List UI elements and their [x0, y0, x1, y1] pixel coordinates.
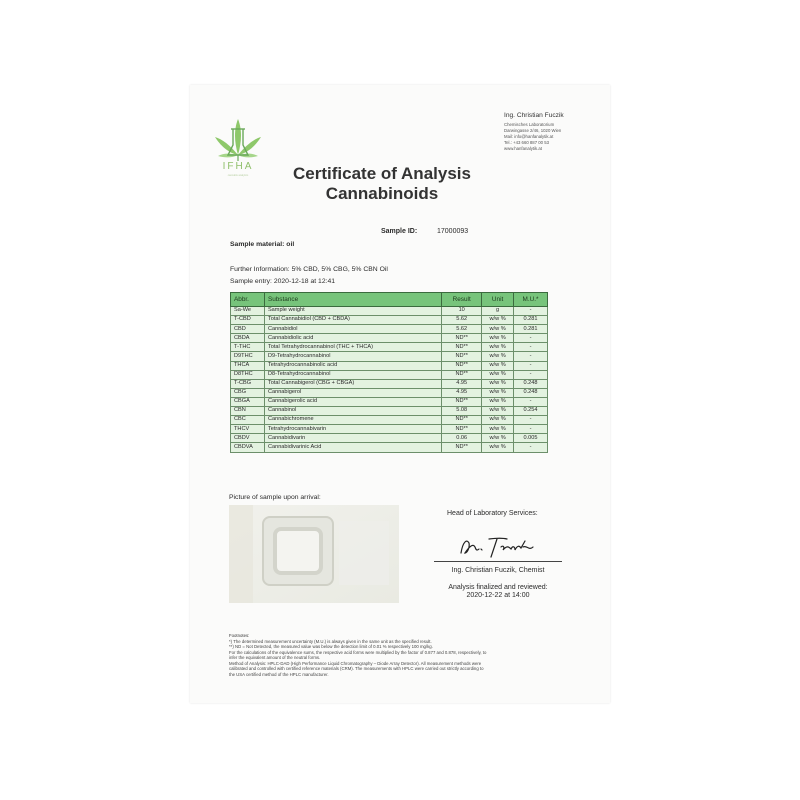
- table-cell: w/w %: [482, 397, 514, 406]
- footnote-line: calibrated and controlled with certified reference materials (CRM). The measurements with HPLC were carried out strictly according to: [229, 666, 484, 671]
- logo-text: IFHA: [222, 161, 254, 172]
- table-cell: D8-Tetrahydrocannabinol: [264, 370, 441, 379]
- table-cell: Tetrahydrocannabinolic acid: [264, 361, 441, 370]
- table-cell: -: [514, 416, 548, 425]
- table-cell: 0.281: [514, 325, 548, 334]
- address-line: Chemisches Laboratorium: [504, 122, 555, 127]
- column-header: Result: [442, 293, 482, 307]
- table-cell: CBN: [231, 407, 265, 416]
- address-line: Mail: info@hanfanalytik.at: [504, 134, 554, 139]
- table-cell: Cannabichromene: [264, 416, 441, 425]
- picture-label: Picture of sample upon arrival:: [229, 494, 321, 501]
- column-header: Abbr.: [231, 293, 265, 307]
- table-row: [231, 416, 548, 425]
- table-cell: ND**: [442, 416, 482, 425]
- table-cell: -: [514, 425, 548, 434]
- footnote-line: *) The determined measurement uncertainty (M.U.) is always given in the same unit as the specified result.: [229, 638, 432, 644]
- table-row: [231, 388, 548, 397]
- footnote-line: For the calculations of the equivalence sums, the respective acid forms were multiplied by the factor of 0.877 and 0.878, respectively, to: [229, 649, 487, 655]
- table-cell: g: [482, 307, 514, 316]
- table-cell: w/w %: [482, 388, 514, 397]
- table-cell: 4.95: [442, 388, 482, 397]
- column-header: Unit: [482, 293, 514, 307]
- table-cell: ND**: [442, 443, 482, 452]
- table-cell: Cannabigerolic acid: [264, 397, 441, 406]
- sample-id-label: Sample ID:: [381, 228, 418, 235]
- table-row: [231, 425, 548, 434]
- footnote-line: infer the equivalent amount of the neutral forms.: [229, 655, 321, 660]
- table-cell: T-CBD: [231, 316, 265, 325]
- table-cell: w/w %: [482, 325, 514, 334]
- title-line-1: Certificate of Analysis: [293, 164, 471, 183]
- table-cell: 0.248: [514, 379, 548, 388]
- table-cell: w/w %: [482, 425, 514, 434]
- table-cell: ND**: [442, 425, 482, 434]
- address-line: www.hanfanalytik.at: [504, 146, 542, 151]
- head-of-lab-label: Head of Laboratory Services:: [447, 510, 538, 517]
- table-cell: Cannabidivarin: [264, 434, 441, 443]
- table-cell: -: [514, 361, 548, 370]
- table-cell: D9THC: [231, 352, 265, 361]
- table-cell: T-THC: [231, 343, 265, 352]
- table-cell: Cannabidiol: [264, 325, 441, 334]
- table-cell: 4.95: [442, 379, 482, 388]
- table-cell: D9-Tetrahydrocannabinol: [264, 352, 441, 361]
- document-title: [262, 164, 502, 204]
- table-row: [231, 443, 548, 452]
- table-cell: w/w %: [482, 361, 514, 370]
- lab-name: Ing. Christian Fuczik: [504, 112, 564, 119]
- table-cell: w/w %: [482, 334, 514, 343]
- signature-line: [434, 561, 562, 562]
- table-cell: ND**: [442, 352, 482, 361]
- table-header-row: [231, 293, 548, 307]
- table-row: [231, 361, 548, 370]
- footnotes-title: Footnotes:: [229, 633, 250, 638]
- table-cell: w/w %: [482, 416, 514, 425]
- logo-tagline: cannabis analytics: [227, 174, 249, 177]
- table-cell: -: [514, 307, 548, 316]
- footnote-line: **) ND = Not Detected, the measured value was below the detection limit of 0.01 % respectively 100 mg/kg.: [229, 644, 433, 649]
- table-cell: CBDVA: [231, 443, 265, 452]
- address-line: Darwingasse 2/46, 1020 Wien: [504, 128, 562, 133]
- table-row: [231, 307, 548, 316]
- footnote-line: Method of Analysis: HPLC-DAD (High Performance Liquid Chromatography – Diode Array Detector). All measurement methods were: [229, 660, 482, 666]
- sample-entry: Sample entry: 2020-12-18 at 12:41: [230, 278, 336, 285]
- table-cell: CBD: [231, 325, 265, 334]
- column-header: M.U.*: [514, 293, 548, 307]
- table-cell: w/w %: [482, 379, 514, 388]
- table-row: [231, 379, 548, 388]
- table-cell: Total Tetrahydrocannabinol (THC + THCA): [264, 343, 441, 352]
- table-cell: 5.62: [442, 316, 482, 325]
- table-cell: Sa-We: [231, 307, 265, 316]
- table-cell: w/w %: [482, 443, 514, 452]
- table-cell: CBGA: [231, 397, 265, 406]
- sample-photo: [229, 505, 399, 603]
- table-cell: w/w %: [482, 370, 514, 379]
- footnotes: [229, 633, 584, 677]
- table-cell: CBDV: [231, 434, 265, 443]
- table-cell: 5.62: [442, 325, 482, 334]
- table-cell: ND**: [442, 334, 482, 343]
- table-cell: -: [514, 352, 548, 361]
- table-cell: w/w %: [482, 316, 514, 325]
- further-information: Further Information: 5% CBD, 5% CBG, 5% CBN Oil: [230, 266, 388, 273]
- table-cell: Sample weight: [264, 307, 441, 316]
- table-cell: ND**: [442, 370, 482, 379]
- lab-address-block: [504, 112, 564, 152]
- table-cell: w/w %: [482, 352, 514, 361]
- table-cell: Total Cannabidiol (CBD + CBDA): [264, 316, 441, 325]
- table-cell: ND**: [442, 343, 482, 352]
- results-table: [230, 292, 548, 453]
- table-cell: ND**: [442, 397, 482, 406]
- table-cell: THCV: [231, 425, 265, 434]
- table-cell: CBC: [231, 416, 265, 425]
- table-cell: w/w %: [482, 407, 514, 416]
- table-row: [231, 434, 548, 443]
- table-row: [231, 397, 548, 406]
- page-bottom-fade: [190, 688, 610, 703]
- table-cell: -: [514, 443, 548, 452]
- table-cell: w/w %: [482, 434, 514, 443]
- table-cell: CBG: [231, 388, 265, 397]
- table-cell: T-CBG: [231, 379, 265, 388]
- table-row: [231, 316, 548, 325]
- table-cell: ND**: [442, 361, 482, 370]
- table-cell: 0.005: [514, 434, 548, 443]
- table-cell: 0.06: [442, 434, 482, 443]
- sample-id-value: 17000093: [437, 228, 469, 235]
- table-cell: -: [514, 343, 548, 352]
- table-row: [231, 325, 548, 334]
- table-cell: w/w %: [482, 343, 514, 352]
- table-cell: -: [514, 334, 548, 343]
- address-line: Tel.: +43 660 887 00 53: [504, 140, 550, 145]
- title-line-2: Cannabinoids: [325, 184, 439, 203]
- table-row: [231, 352, 548, 361]
- table-cell: Cannabidiolic acid: [264, 334, 441, 343]
- table-row: [231, 407, 548, 416]
- table-cell: 10: [442, 307, 482, 316]
- table-row: [231, 334, 548, 343]
- table-cell: THCA: [231, 361, 265, 370]
- table-row: [231, 343, 548, 352]
- column-header: Substance: [264, 293, 441, 307]
- table-cell: Cannabidivarinic Acid: [264, 443, 441, 452]
- table-cell: CBDA: [231, 334, 265, 343]
- table-cell: 5.08: [442, 407, 482, 416]
- finalized-label: Analysis finalized and reviewed:: [448, 584, 548, 591]
- table-cell: -: [514, 370, 548, 379]
- table-cell: Total Cannabigerol (CBG + CBGA): [264, 379, 441, 388]
- table-cell: D8THC: [231, 370, 265, 379]
- table-cell: Cannabigerol: [264, 388, 441, 397]
- table-row: [231, 370, 548, 379]
- table-cell: 0.248: [514, 388, 548, 397]
- sample-material: Sample material: oil: [230, 241, 295, 248]
- table-cell: Cannabinol: [264, 407, 441, 416]
- handwritten-signature: [457, 533, 547, 559]
- footnote-line: the USA certified method of the HPLC manufacturer.: [229, 671, 329, 677]
- finalized-date: 2020-12-22 at 14:00: [466, 592, 530, 599]
- table-cell: Tetrahydrocannabivarin: [264, 425, 441, 434]
- chemist-name: Ing. Christian Fuczik, Chemist: [451, 567, 545, 574]
- table-cell: 0.281: [514, 316, 548, 325]
- table-cell: -: [514, 397, 548, 406]
- table-body: [231, 307, 548, 453]
- table-cell: 0.254: [514, 407, 548, 416]
